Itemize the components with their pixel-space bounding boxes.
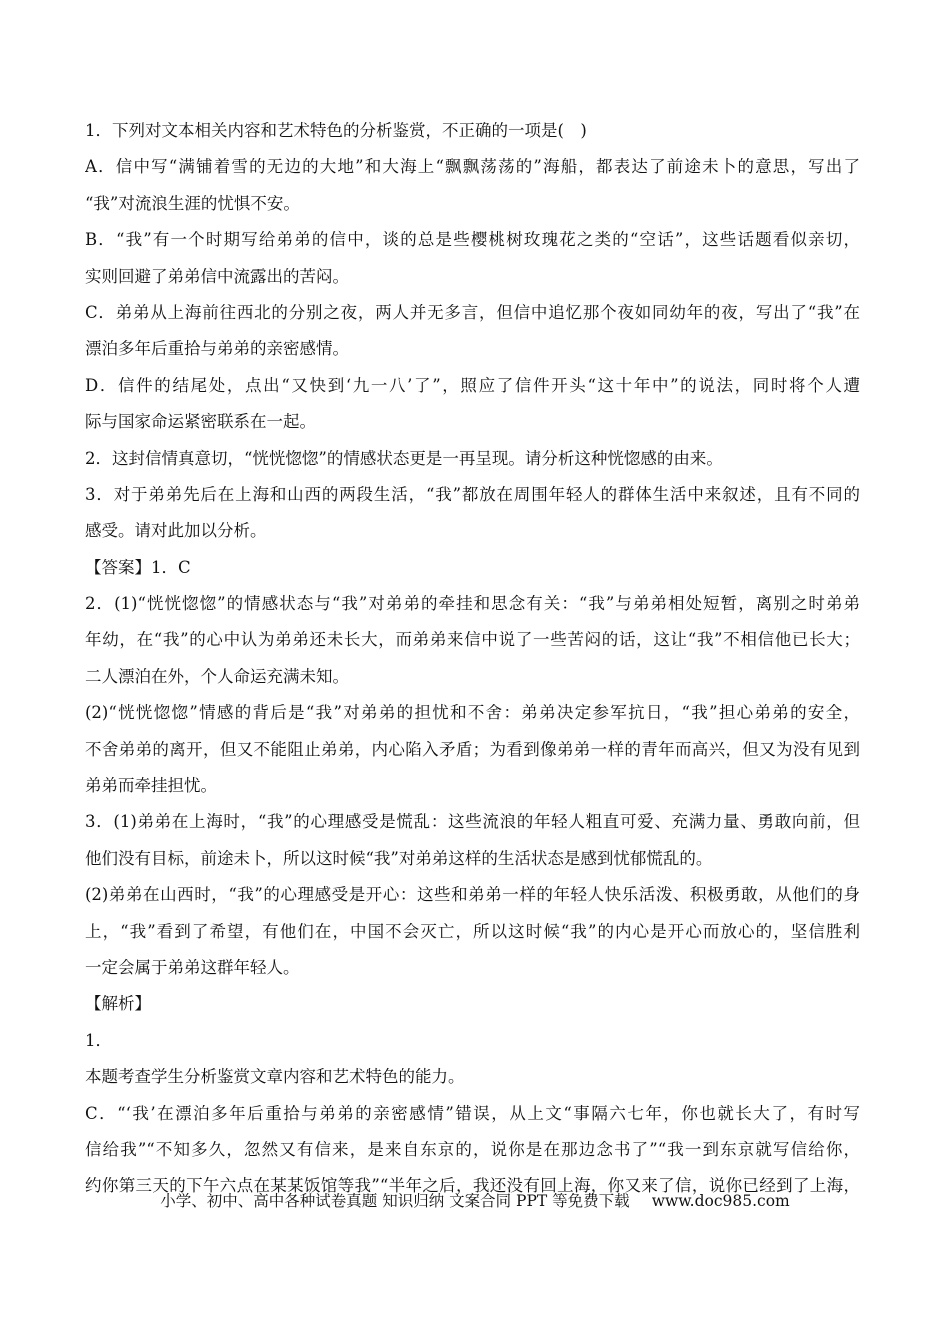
question-3-stem-line-2: 感受。请对此加以分析。 <box>85 521 267 541</box>
page-footer <box>0 1190 950 1212</box>
answer-3-part-2-line-2: 上，“我”看到了希望，有他们在，中国不会灭亡，所以这时候“我”的内心是开心而放心的，坚信胜利 <box>85 921 860 941</box>
answer-3-part-2-line-1: (2)弟弟在山西时，“我”的心理感受是开心：这些和弟弟一样的年轻人快乐活泼、积极勇敢，从他们的身 <box>85 885 860 905</box>
answer-2-part-1-line-1: 2．(1)“恍恍惚惚”的情感状态与“我”对弟弟的牵挂和思念有关：“我”与弟弟相处短暂，离别之时弟弟 <box>85 594 860 614</box>
answer-3-part-1-line-2: 他们没有目标，前途未卜，所以这时候“我”对弟弟这样的生活状态是感到忧郁慌乱的。 <box>85 848 713 868</box>
option-d-line-2: 际与国家命运紧密联系在一起。 <box>85 412 316 432</box>
analysis-1-option-c-line-3: 约你第三天的下午六点在某某饭馆等我”“半年之后，我还没有回上海，你又来了信，说你已经到了上海， <box>85 1176 860 1196</box>
analysis-1-option-c-line-1: C．“‘我’在漂泊多年后重拾与弟弟的亲密感情”错误，从上文“事隔六七年，你也就长大了，有时写 <box>85 1103 860 1123</box>
option-a-line-1: A．信中写“满铺着雪的无边的大地”和大海上“飘飘荡荡的”海船，都表达了前途未卜的意思，写出了 <box>85 157 860 177</box>
analysis-1-option-c-line-2: 信给我”“不知多久，忽然又有信来，是来自东京的，说你是在那边念书了”“我一到东京就写信给你， <box>85 1139 860 1159</box>
answer-2-part-2-line-3: 弟弟而牵挂担忧。 <box>85 776 217 796</box>
question-1-stem: 1．下列对文本相关内容和艺术特色的分析鉴赏，不正确的一项是( ) <box>85 121 587 140</box>
document-body <box>85 113 860 1205</box>
footer-text: 小学、初中、高中各种试卷真题 知识归纳 文案合同 PPT 等免费下载 <box>160 1192 630 1210</box>
answer-2-part-1-line-2: 年幼，在“我”的心中认为弟弟还未长大，而弟弟来信中说了一些苦闷的话，这让“我”不相信他已长大； <box>85 630 860 650</box>
analysis-1-intro: 本题考查学生分析鉴赏文章内容和艺术特色的能力。 <box>85 1067 465 1087</box>
option-c-line-2: 漂泊多年后重拾与弟弟的亲密感情。 <box>85 339 349 359</box>
answer-3-part-1-line-1: 3．(1)弟弟在上海时，“我”的心理感受是慌乱：这些流浪的年轻人粗直可爱、充满力量、勇敢向前，但 <box>85 812 860 832</box>
question-2-stem: 2．这封信情真意切，“恍恍惚惚”的情感状态更是一再呈现。请分析这种恍惚感的由来。 <box>85 448 723 468</box>
option-c-line-1: C．弟弟从上海前往西北的分别之夜，两人并无多言，但信中追忆那个夜如同幼年的夜，写出了“我”在 <box>85 302 860 322</box>
answer-2-part-2-line-2: 不舍弟弟的离开，但又不能阻止弟弟，内心陷入矛盾；为看到像弟弟一样的青年而高兴，但又为没有见到 <box>85 739 860 759</box>
answer-3-part-2-line-3: 一定会属于弟弟这群年轻人。 <box>85 957 300 977</box>
footer-url: www.doc985.com <box>651 1192 790 1210</box>
question-3-stem-line-1: 3．对于弟弟先后在上海和山西的两段生活，“我”都放在周围年轻人的群体生活中来叙述，且有不同的 <box>85 484 860 504</box>
analysis-heading: 【解析】 <box>85 994 151 1014</box>
answer-heading: 【答案】1．C <box>85 557 191 577</box>
option-d-line-1: D．信件的结尾处，点出“又快到‘九一八’了”，照应了信件开头“这十年中”的说法，同时将个人遭 <box>85 375 860 395</box>
option-b-line-1: B．“我”有一个时期写给弟弟的信中，谈的总是些樱桃树玫瑰花之类的“空话”，这些话题看似亲切， <box>85 230 860 250</box>
option-a-line-2: “我”对流浪生涯的忧惧不安。 <box>85 193 300 213</box>
answer-2-part-1-line-3: 二人漂泊在外，个人命运充满未知。 <box>85 666 349 686</box>
option-b-line-2: 实则回避了弟弟信中流露出的苦闷。 <box>85 266 349 286</box>
analysis-1-number: 1． <box>85 1030 112 1050</box>
answer-2-part-2-line-1: (2)“恍恍惚惚”情感的背后是“我”对弟弟的担忧和不舍：弟弟决定参军抗日，“我”担心弟弟的安全， <box>85 703 860 723</box>
